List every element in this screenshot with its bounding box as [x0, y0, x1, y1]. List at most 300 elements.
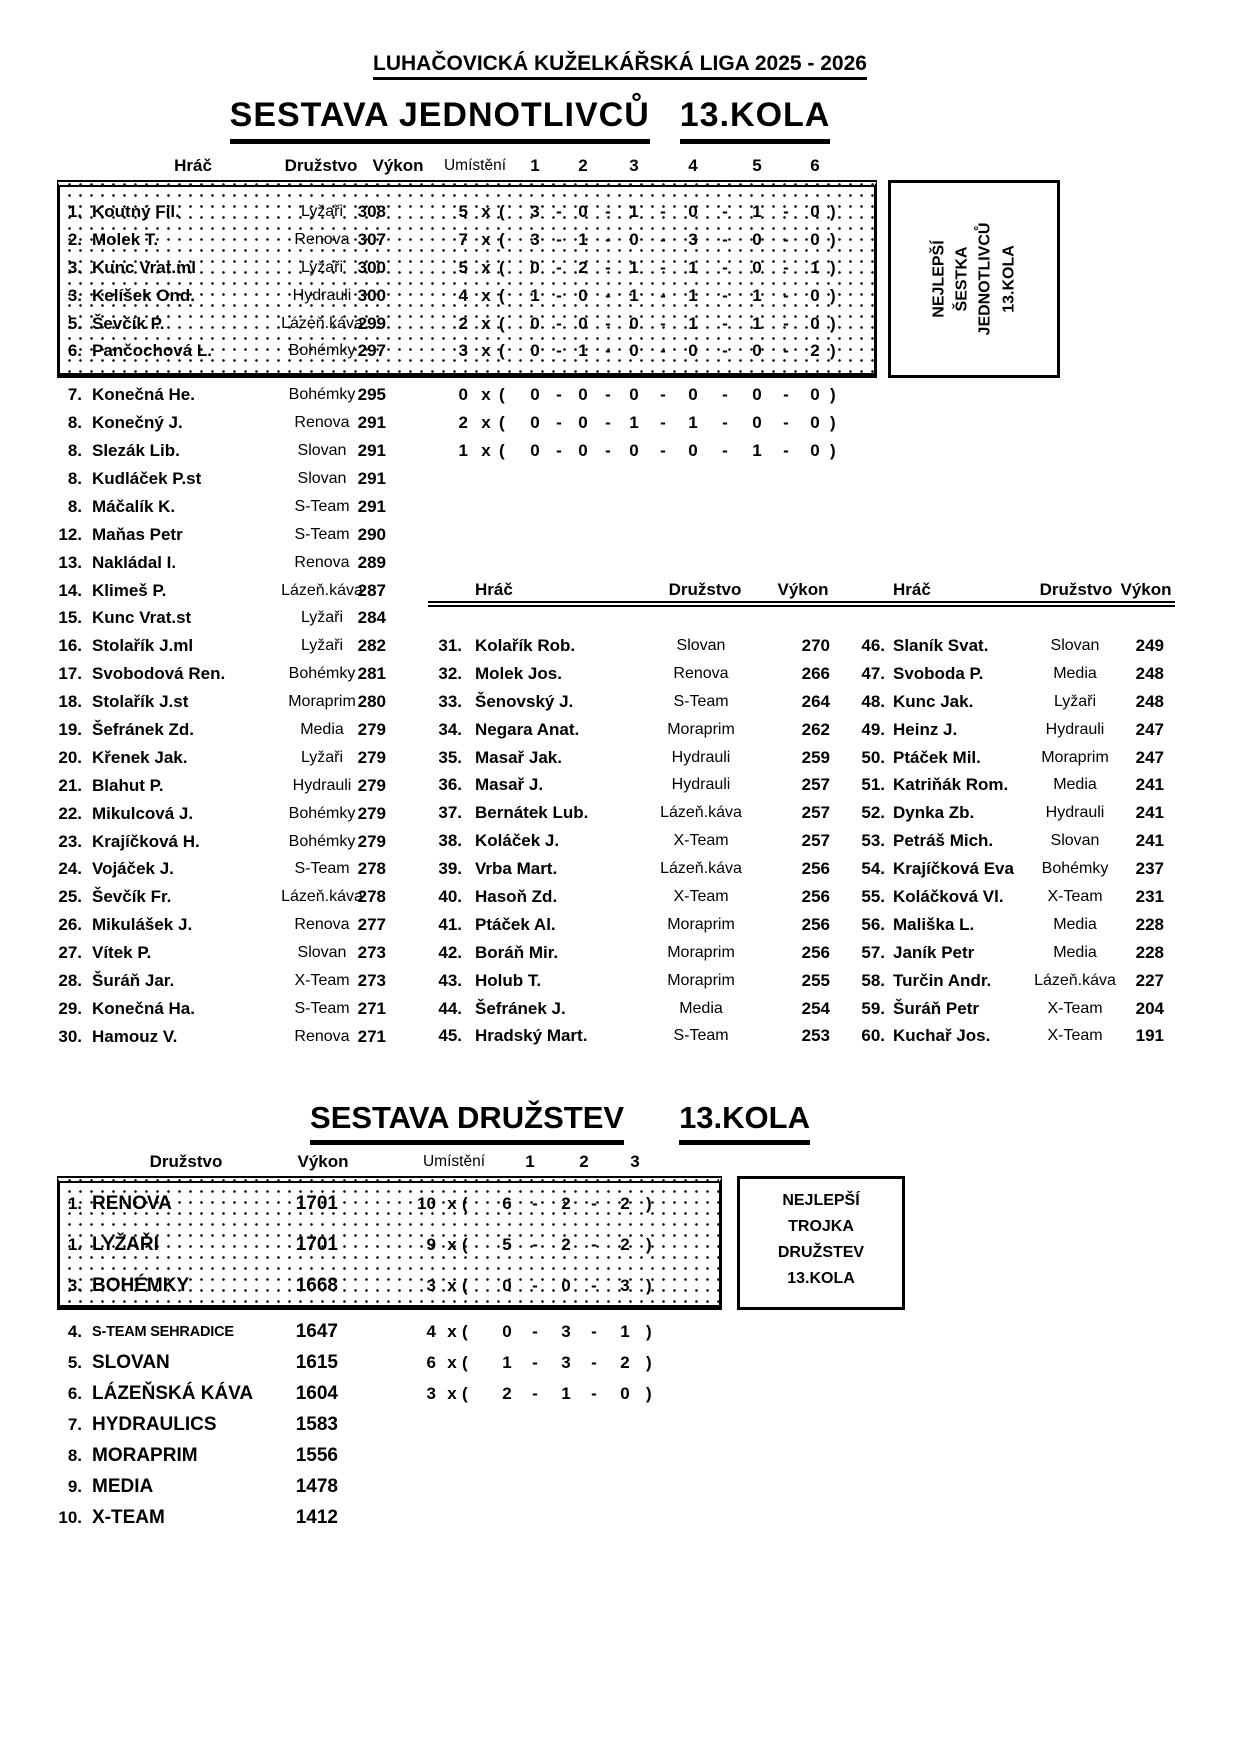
times-token: x: [481, 201, 491, 221]
team-name: S-Team: [294, 860, 350, 878]
rank: 24.: [58, 859, 82, 879]
team-name: Media: [1053, 776, 1097, 794]
rank: 7.: [67, 384, 82, 404]
score: 248: [1135, 691, 1164, 711]
best-six-box: [57, 180, 877, 378]
team-name: Hydrauli: [671, 748, 731, 766]
win-count: 4: [426, 1321, 436, 1341]
win-count: 2: [458, 313, 468, 333]
open-paren: (: [499, 384, 505, 404]
rank: 8.: [67, 412, 82, 432]
separator: -: [532, 1193, 538, 1213]
score: 271: [357, 998, 386, 1018]
placement-column-number: 2: [578, 156, 588, 175]
best-six-label-line: 13.KOLA: [1000, 245, 1018, 313]
score: 254: [801, 998, 830, 1018]
rank: 40.: [438, 886, 462, 906]
placement-6: 0: [810, 412, 820, 432]
score: 227: [1135, 970, 1164, 990]
rank: 31.: [438, 635, 462, 655]
rank: 6.: [67, 341, 82, 361]
open-paren: (: [462, 1276, 468, 1296]
rank: 29.: [58, 998, 82, 1018]
open-paren: (: [462, 1352, 468, 1372]
close-paren: ): [646, 1276, 652, 1296]
placement-2: 2: [561, 1193, 571, 1213]
separator: -: [556, 384, 562, 404]
rank: 51.: [861, 775, 885, 795]
player-name: Stolařík J.st: [92, 692, 189, 712]
team-name: Renova: [294, 553, 350, 571]
placement-6: 0: [810, 440, 820, 460]
rank: 8.: [67, 440, 82, 460]
team-name: Moraprim: [667, 971, 735, 989]
rank: 17.: [58, 664, 82, 684]
rank: 33.: [438, 691, 462, 711]
best-six-label-line: NEJLEPŠÍ: [930, 240, 948, 318]
rank: 35.: [438, 747, 462, 767]
rank: 37.: [438, 803, 462, 823]
team-name: Bohémky: [288, 665, 356, 683]
open-paren: (: [499, 285, 505, 305]
win-count: 10: [417, 1193, 436, 1213]
team-name: Renova: [294, 230, 350, 248]
rank: 53.: [861, 831, 885, 851]
open-paren: (: [499, 229, 505, 249]
placement-2: 0: [578, 412, 588, 432]
placement-2: 0: [578, 313, 588, 333]
individual-row: [0, 688, 1240, 716]
placement-5: 1: [752, 201, 762, 221]
player-name: Janík Petr: [893, 942, 975, 962]
win-count: 5: [458, 257, 468, 277]
placement-column-number: 6: [810, 156, 820, 175]
score: 1412: [295, 1506, 338, 1528]
score: 257: [801, 803, 830, 823]
score: 241: [1135, 803, 1164, 823]
team-name: Moraprim: [667, 943, 735, 961]
player-name: Koláčková Vl.: [893, 886, 1004, 906]
separator: -: [605, 384, 611, 404]
placement-1: 1: [530, 285, 540, 305]
placement-column-number: 3: [630, 1152, 640, 1171]
placement-6: 1: [810, 257, 820, 277]
score: 1604: [295, 1382, 338, 1404]
separator: -: [591, 1321, 597, 1341]
player-name: Nakládal I.: [92, 552, 177, 572]
player-name: Ptáček Mil.: [893, 747, 981, 767]
rank: 1.: [67, 201, 82, 221]
team-name: Slovan: [1050, 832, 1100, 850]
header-team: Družstvo: [284, 156, 358, 175]
placement-column-number: 1: [530, 156, 540, 175]
rank: 16.: [58, 636, 82, 656]
team-name: Hydrauli: [671, 776, 731, 794]
placement-2: 2: [561, 1234, 571, 1254]
player-name: Kunc Jak.: [893, 691, 974, 711]
rank: 30.: [58, 1026, 82, 1046]
separator: -: [722, 285, 728, 305]
team-row: [0, 1378, 1240, 1409]
placement-5: 1: [752, 313, 762, 333]
player-name: Šuráň Petr: [893, 998, 979, 1018]
open-paren: (: [462, 1234, 468, 1254]
rank: 18.: [58, 692, 82, 712]
rank: 57.: [861, 942, 885, 962]
separator: -: [722, 257, 728, 277]
separator: -: [556, 341, 562, 361]
separator: -: [783, 412, 789, 432]
team-row: [0, 1183, 1240, 1224]
separator: -: [660, 440, 666, 460]
separator: -: [591, 1234, 597, 1254]
score: 1478: [295, 1475, 338, 1497]
team-name: MORAPRIM: [92, 1444, 198, 1466]
player-name: Koláček J.: [475, 831, 560, 851]
separator: -: [722, 229, 728, 249]
score: 287: [357, 580, 386, 600]
team-name: Moraprim: [288, 693, 356, 711]
player-name: Stolařík J.ml: [92, 636, 194, 656]
close-paren: ): [646, 1234, 652, 1254]
score: 270: [801, 635, 830, 655]
individual-row: [0, 883, 1240, 911]
placement-4: 1: [688, 285, 698, 305]
rank: 21.: [58, 775, 82, 795]
placement-2: 3: [561, 1352, 571, 1372]
close-paren: ): [830, 229, 836, 249]
placement-6: 0: [810, 285, 820, 305]
team-name: LÁZEŇSKÁ KÁVA: [92, 1382, 254, 1404]
team-row: [0, 1502, 1240, 1533]
league-title: [0, 52, 1240, 76]
placement-1: 0: [530, 412, 540, 432]
mid-header-score: Výkon: [777, 580, 829, 599]
rank: 44.: [438, 998, 462, 1018]
placement-3: 3: [620, 1276, 630, 1296]
score: 262: [801, 719, 830, 739]
rank: 1.: [67, 1234, 82, 1254]
win-count: 3: [426, 1383, 436, 1403]
placement-3: 1: [629, 412, 639, 432]
player-name: Petráš Mich.: [893, 831, 994, 851]
separator: -: [783, 341, 789, 361]
separator: -: [660, 313, 666, 333]
score: 228: [1135, 914, 1164, 934]
score: 278: [357, 859, 386, 879]
rank: 28.: [58, 970, 82, 990]
score: 257: [801, 775, 830, 795]
team-name: X-Team: [294, 971, 350, 989]
rank: 5.: [67, 1352, 82, 1372]
separator: -: [605, 201, 611, 221]
best-six-label: [928, 180, 1021, 378]
team-name: MEDIA: [92, 1475, 154, 1497]
team-name: X-Team: [673, 832, 729, 850]
player-name: Maňas Petr: [92, 524, 183, 544]
close-paren: ): [830, 285, 836, 305]
score: 241: [1135, 831, 1164, 851]
rank: 58.: [861, 970, 885, 990]
rank: 32.: [438, 663, 462, 683]
open-paren: (: [499, 341, 505, 361]
team-name: S-TEAM SEHRADICE: [92, 1323, 234, 1340]
separator: -: [660, 412, 666, 432]
score: 237: [1135, 859, 1164, 879]
score: 282: [357, 636, 386, 656]
player-name: Slezák Lib.: [92, 440, 180, 460]
player-name: Masař J.: [475, 775, 544, 795]
player-name: Šuráň Jar.: [92, 970, 175, 990]
placement-6: 2: [810, 341, 820, 361]
rank: 43.: [438, 970, 462, 990]
placement-2: 0: [578, 440, 588, 460]
open-paren: (: [499, 440, 505, 460]
separator: -: [532, 1352, 538, 1372]
league-title-text: LUHAČOVICKÁ KUŽELKÁŘSKÁ LIGA 2025 - 2026: [373, 52, 867, 80]
team-row: [0, 1440, 1240, 1471]
player-name: Kuchař Jos.: [893, 1026, 991, 1046]
team-name: Hydrauli: [292, 776, 352, 794]
player-name: Kelíšek Ond.: [92, 285, 195, 305]
separator: -: [660, 384, 666, 404]
rank: 49.: [861, 719, 885, 739]
individual-row: [0, 716, 1240, 744]
team-name: Moraprim: [667, 915, 735, 933]
team-name: Slovan: [297, 944, 347, 962]
team-name: S-Team: [673, 1027, 729, 1045]
team-name: Lyžaři: [300, 258, 344, 276]
player-name: Pančochová L.: [92, 341, 212, 361]
team-name: Slovan: [297, 469, 347, 487]
individual-row: [0, 744, 1240, 772]
player-name: Negara Anat.: [475, 719, 580, 739]
score: 266: [801, 663, 830, 683]
team-row: [0, 1224, 1240, 1265]
times-token: x: [481, 384, 491, 404]
score: 279: [357, 831, 386, 851]
close-paren: ): [830, 384, 836, 404]
placement-3: 2: [620, 1234, 630, 1254]
separator: -: [556, 285, 562, 305]
score: 297: [357, 341, 386, 361]
player-name: Vojáček J.: [92, 859, 174, 879]
separator: -: [556, 201, 562, 221]
player-name: Svoboda P.: [893, 663, 984, 683]
player-name: Ševčík Fr.: [92, 887, 172, 907]
close-paren: ): [646, 1321, 652, 1341]
open-paren: (: [462, 1321, 468, 1341]
score: 289: [357, 552, 386, 572]
right-header-player: Hráč: [893, 580, 931, 599]
best-three-label-line: 13.KOLA: [787, 1269, 855, 1287]
teams-rows-with-results: [0, 1316, 1240, 1409]
header-team: Družstvo: [149, 1152, 223, 1171]
player-name: Hradský Mart.: [475, 1026, 588, 1046]
placement-3: 1: [629, 285, 639, 305]
separator: -: [556, 440, 562, 460]
sub-table-headers: [0, 577, 1240, 603]
placement-3: 2: [620, 1352, 630, 1372]
individual-row: [0, 771, 1240, 799]
placement-3: 0: [629, 313, 639, 333]
rank: 46.: [861, 635, 885, 655]
placement-5: 0: [752, 229, 762, 249]
player-name: Křenek Jak.: [92, 747, 188, 767]
team-name: Media: [1053, 664, 1097, 682]
team-name: S-Team: [294, 497, 350, 515]
win-count: 3: [426, 1276, 436, 1296]
rank: 4.: [67, 1321, 82, 1341]
player-name: Masař Jak.: [475, 747, 562, 767]
score: 1615: [295, 1351, 338, 1373]
individual-row: [0, 1022, 1240, 1050]
team-name: Lázeň.káva: [281, 581, 363, 599]
team-name: Hydrauli: [292, 286, 352, 304]
team-name: X-Team: [673, 887, 729, 905]
player-name: Máčalík K.: [92, 496, 176, 516]
score: 228: [1135, 942, 1164, 962]
separator: -: [605, 412, 611, 432]
individual-row: [0, 967, 1240, 995]
times-token: x: [481, 341, 491, 361]
team-name: S-Team: [294, 525, 350, 543]
rank: 25.: [58, 887, 82, 907]
times-token: x: [447, 1383, 457, 1403]
team-name: Renova: [294, 1027, 350, 1045]
rank: 27.: [58, 943, 82, 963]
separator: -: [532, 1234, 538, 1254]
best-three-label-line: TROJKA: [788, 1217, 854, 1235]
close-paren: ): [830, 412, 836, 432]
team-name: Renova: [673, 664, 729, 682]
rank: 50.: [861, 747, 885, 767]
rank: 5.: [67, 313, 82, 333]
rank: 48.: [861, 691, 885, 711]
team-name: Lyžaři: [300, 748, 344, 766]
individual-row: [0, 855, 1240, 883]
rank: 8.: [67, 1445, 82, 1465]
team-name: Lyžaři: [300, 637, 344, 655]
separator: -: [660, 257, 666, 277]
win-count: 7: [458, 229, 468, 249]
rank: 9.: [67, 1476, 82, 1496]
rank: 41.: [438, 914, 462, 934]
separator: -: [605, 285, 611, 305]
team-name: X-Team: [1047, 1027, 1103, 1045]
team-name: X-TEAM: [92, 1506, 165, 1528]
team-name: Bohémky: [288, 832, 356, 850]
separator: -: [722, 313, 728, 333]
separator: -: [660, 201, 666, 221]
close-paren: ): [646, 1193, 652, 1213]
player-name: Hasoň Zd.: [475, 886, 558, 906]
rank: 10.: [58, 1507, 82, 1527]
placement-column-number: 4: [688, 156, 698, 175]
placement-5: 0: [752, 412, 762, 432]
rank: 13.: [58, 552, 82, 572]
score: 1701: [295, 1233, 338, 1255]
placement-3: 0: [629, 341, 639, 361]
individual-row: [0, 437, 1240, 465]
header-player: Hráč: [174, 156, 212, 175]
player-name: Svobodová Ren.: [92, 664, 226, 684]
win-count: 1: [458, 440, 468, 460]
score: 284: [357, 608, 386, 628]
player-name: Dynka Zb.: [893, 803, 975, 823]
player-name: Vítek P.: [92, 943, 152, 963]
score: 247: [1135, 747, 1164, 767]
score: 257: [801, 831, 830, 851]
individual-row: [0, 827, 1240, 855]
score: 271: [357, 1026, 386, 1046]
open-paren: (: [499, 201, 505, 221]
score: 1556: [295, 1444, 338, 1466]
separator: -: [783, 313, 789, 333]
placement-6: 0: [810, 229, 820, 249]
separator: -: [660, 341, 666, 361]
rank: 12.: [58, 524, 82, 544]
player-name: Molek T.: [92, 229, 159, 249]
team-name: X-Team: [1047, 887, 1103, 905]
separator: -: [783, 257, 789, 277]
placement-1: 0: [502, 1321, 512, 1341]
placement-2: 2: [578, 257, 588, 277]
score: 291: [357, 468, 386, 488]
separator: -: [605, 440, 611, 460]
score: 191: [1135, 1026, 1164, 1046]
score: 256: [801, 886, 830, 906]
best-three-label-line: DRUŽSTEV: [777, 1243, 865, 1261]
rank: 1.: [67, 1193, 82, 1213]
placement-6: 0: [810, 201, 820, 221]
score: 291: [357, 496, 386, 516]
rank: 3.: [67, 285, 82, 305]
placement-5: 1: [752, 285, 762, 305]
player-name: Mališka L.: [893, 914, 975, 934]
score: 273: [357, 970, 386, 990]
win-count: 2: [458, 412, 468, 432]
score: 290: [357, 524, 386, 544]
team-name: Moraprim: [667, 720, 735, 738]
team-name: Bohémky: [288, 342, 356, 360]
placement-6: 0: [810, 384, 820, 404]
separator: -: [722, 412, 728, 432]
rank: 2.: [67, 229, 82, 249]
team-name: HYDRAULICS: [92, 1413, 217, 1435]
team-name: Renova: [294, 413, 350, 431]
teams-lists: [0, 1316, 1240, 1533]
placement-5: 1: [752, 440, 762, 460]
score: 231: [1135, 886, 1164, 906]
placement-4: 1: [688, 257, 698, 277]
placement-1: 0: [530, 341, 540, 361]
rank: 3.: [67, 257, 82, 277]
separator: -: [556, 229, 562, 249]
teams-rows-plain: [0, 1409, 1240, 1533]
placement-2: 1: [578, 341, 588, 361]
best-three-rows: [0, 1183, 1240, 1307]
score: 291: [357, 412, 386, 432]
score: 255: [801, 970, 830, 990]
score: 277: [357, 915, 386, 935]
times-token: x: [447, 1352, 457, 1372]
separator: -: [532, 1321, 538, 1341]
separator: -: [591, 1193, 597, 1213]
placement-1: 2: [502, 1383, 512, 1403]
player-name: Krajíčková Eva: [893, 859, 1014, 879]
team-name: RENOVA: [92, 1192, 172, 1214]
